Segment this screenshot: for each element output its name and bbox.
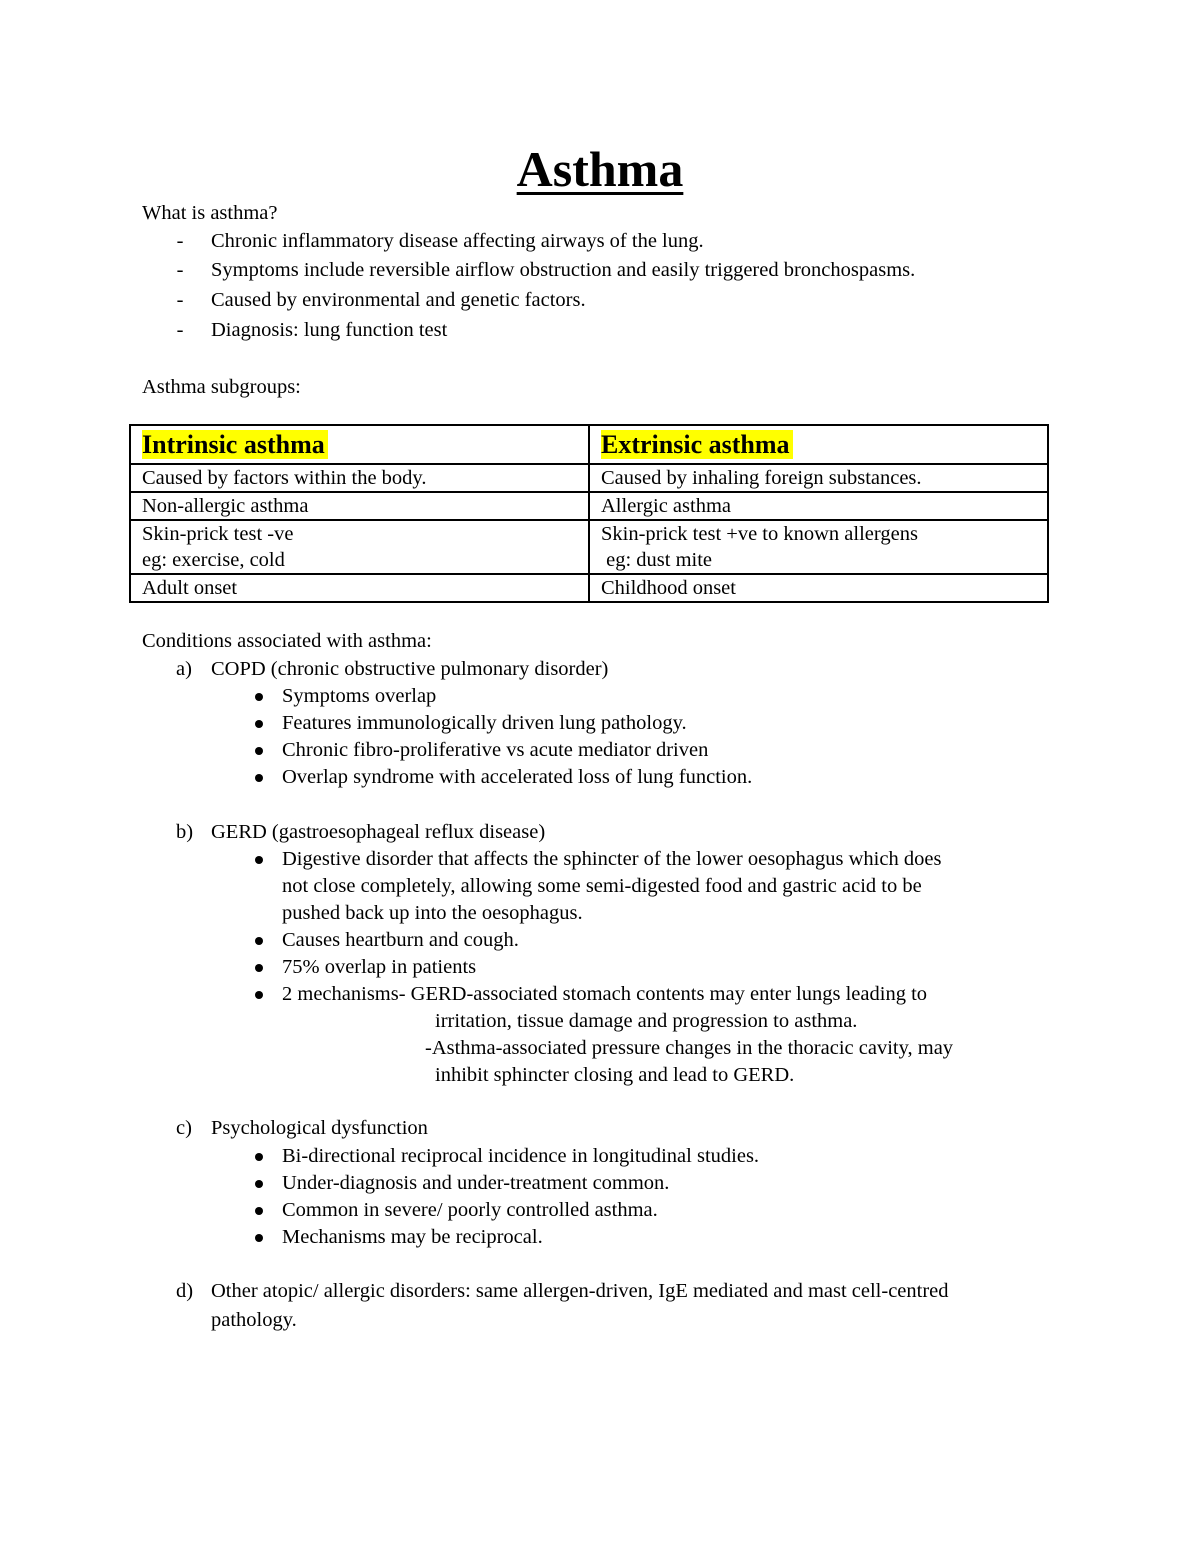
bullet-icon: [255, 856, 263, 864]
extrinsic-header: Extrinsic asthma: [601, 430, 793, 459]
dash-marker: -: [176, 259, 184, 281]
bullet-icon: [255, 747, 263, 755]
bullet-icon: [255, 720, 263, 728]
table-cell: Non-allergic asthma: [130, 492, 589, 520]
intrinsic-header: Intrinsic asthma: [142, 430, 328, 459]
gerd-title: GERD (gastroesophageal reflux disease): [211, 821, 546, 843]
intro-point: Symptoms include reversible airflow obstruction and easily triggered bronchospasms.: [211, 259, 916, 281]
page-title: Asthma: [516, 141, 684, 197]
bullet-icon: [255, 937, 263, 945]
gerd-mechanism-line: -Asthma-associated pressure changes in the thoracic cavity, may: [425, 1037, 954, 1059]
other-disorders-line: pathology.: [211, 1309, 297, 1331]
gerd-bullet: 75% overlap in patients: [282, 956, 477, 978]
list-marker: c): [176, 1117, 192, 1139]
gerd-bullet-line: pushed back up into the oesophagus.: [282, 902, 583, 924]
table-cell: Allergic asthma: [589, 492, 1048, 520]
psych-bullet: Under-diagnosis and under-treatment common.: [282, 1172, 670, 1194]
list-marker: d): [176, 1280, 194, 1302]
table-cell: Childhood onset: [589, 574, 1048, 602]
gerd-bullet: Causes heartburn and cough.: [282, 929, 519, 951]
copd-bullet: Symptoms overlap: [282, 685, 437, 707]
list-marker: b): [176, 821, 194, 843]
bullet-icon: [255, 774, 263, 782]
table-cell: [130, 520, 589, 574]
bullet-icon: [255, 693, 263, 701]
cell-line: Skin-prick test -ve: [142, 523, 294, 545]
cell-line: eg: dust mite: [601, 549, 713, 571]
table-cell: Caused by factors within the body.: [130, 464, 589, 492]
bullet-icon: [255, 1234, 263, 1242]
conditions-label: Conditions associated with asthma:: [142, 630, 432, 652]
table-header-row: [130, 425, 1048, 464]
copd-title: COPD (chronic obstructive pulmonary disorder): [211, 658, 609, 680]
copd-bullet: Overlap syndrome with accelerated loss of lung function.: [282, 766, 753, 788]
cell-line: eg: exercise, cold: [142, 549, 285, 571]
table-header-cell: [130, 425, 589, 464]
other-disorders-line: Other atopic/ allergic disorders: same allergen-driven, IgE mediated and mast cell-centred: [211, 1280, 949, 1302]
psych-bullet: Common in severe/ poorly controlled asthma.: [282, 1199, 658, 1221]
gerd-mechanism-line: inhibit sphincter closing and lead to GERD.: [435, 1064, 795, 1086]
table-row: [130, 574, 1048, 602]
subgroups-table: [129, 424, 1049, 603]
intro-point: Diagnosis: lung function test: [211, 319, 448, 341]
gerd-mechanism-line: 2 mechanisms- GERD-associated stomach contents may enter lungs leading to: [282, 983, 928, 1005]
gerd-bullet-line: not close completely, allowing some semi-digested food and gastric acid to be: [282, 875, 922, 897]
table-header-cell: [589, 425, 1048, 464]
bullet-icon: [255, 1207, 263, 1215]
dash-marker: -: [176, 230, 184, 252]
gerd-mechanism-line: irritation, tissue damage and progression to asthma.: [435, 1010, 858, 1032]
bullet-icon: [255, 1153, 263, 1161]
dash-marker: -: [176, 289, 184, 311]
psych-bullet: Bi-directional reciprocal incidence in longitudinal studies.: [282, 1145, 760, 1167]
subgroups-label: Asthma subgroups:: [142, 376, 301, 398]
table-row: [130, 520, 1048, 574]
cell-line: Skin-prick test +ve to known allergens: [601, 523, 918, 545]
table-cell: Caused by inhaling foreign substances.: [589, 464, 1048, 492]
table-cell: [589, 520, 1048, 574]
table-row: [130, 492, 1048, 520]
psych-bullet: Mechanisms may be reciprocal.: [282, 1226, 543, 1248]
intro-point: Caused by environmental and genetic factors.: [211, 289, 586, 311]
list-marker: a): [176, 658, 192, 680]
intro-point: Chronic inflammatory disease affecting airways of the lung.: [211, 230, 704, 252]
dash-marker: -: [176, 319, 184, 341]
bullet-icon: [255, 964, 263, 972]
psych-title: Psychological dysfunction: [211, 1117, 428, 1139]
gerd-bullet-line: Digestive disorder that affects the sphincter of the lower oesophagus which does: [282, 848, 942, 870]
table-cell: Adult onset: [130, 574, 589, 602]
bullet-icon: [255, 991, 263, 999]
intro-question: What is asthma?: [142, 202, 278, 224]
copd-bullet: Chronic fibro-proliferative vs acute mediator driven: [282, 739, 709, 761]
copd-bullet: Features immunologically driven lung pathology.: [282, 712, 687, 734]
bullet-icon: [255, 1180, 263, 1188]
table-row: [130, 464, 1048, 492]
